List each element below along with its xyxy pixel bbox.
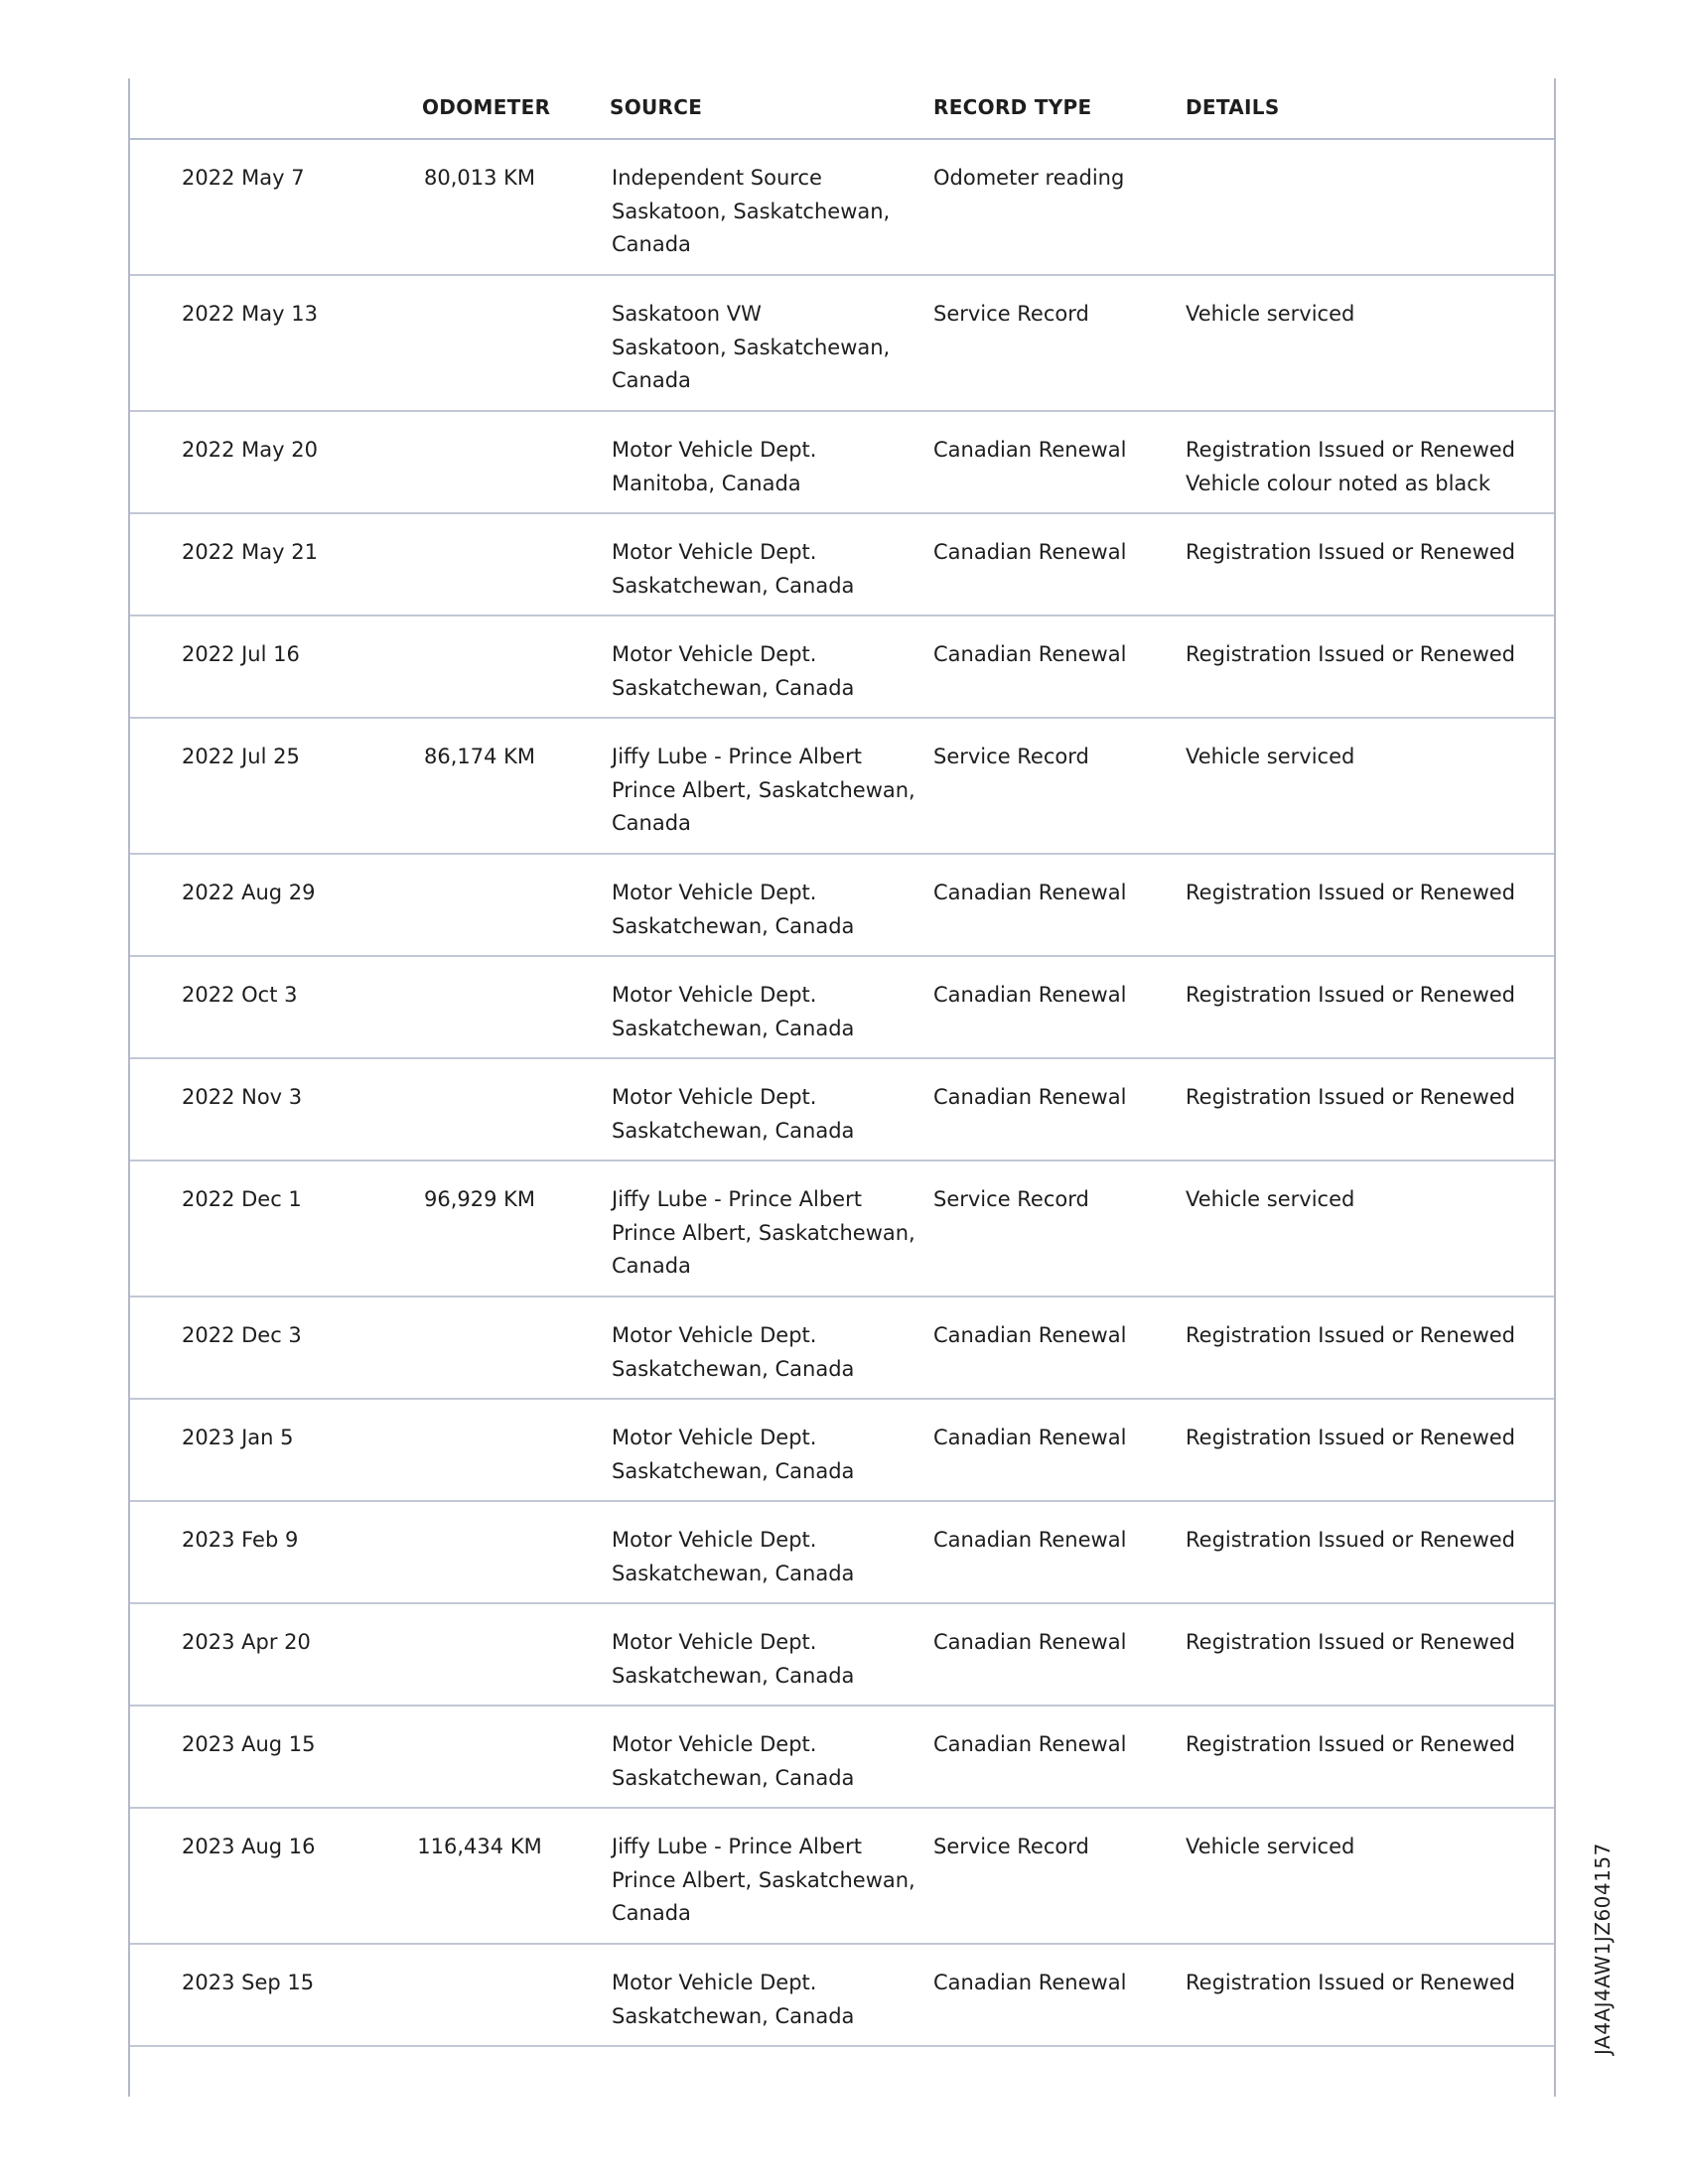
row-record-type: Service Record [933,1835,1089,1858]
row-date: 2022 May 20 [182,438,318,462]
source-line: Canada [612,1254,691,1278]
row-record-type: Canadian Renewal [933,983,1127,1007]
source-line: Saskatchewan, Canada [612,1118,855,1143]
source-line: Saskatchewan, Canada [612,573,855,598]
row-record-type: Canadian Renewal [933,1630,1127,1654]
table-row [130,276,1554,412]
row-date: 2022 May 7 [182,166,305,190]
header-source: SOURCE [610,95,703,119]
row-source [612,877,854,943]
source-line: Manitoba, Canada [612,471,801,495]
row-odometer: 80,013 KM [423,166,536,190]
row-details [1186,1081,1515,1115]
row-record-type: Canadian Renewal [933,642,1127,666]
row-date: 2022 Oct 3 [182,983,298,1007]
row-source [612,1728,854,1795]
row-details [1186,979,1515,1013]
row-date: 2022 Jul 16 [182,642,300,666]
table-row [130,1059,1554,1161]
details-line: Vehicle serviced [1186,302,1355,326]
table-row [130,1161,1554,1297]
source-line: Motor Vehicle Dept. [612,642,817,666]
row-odometer: 86,174 KM [423,745,536,768]
row-details [1186,1626,1515,1660]
row-record-type: Canadian Renewal [933,438,1127,462]
table-row [130,855,1554,957]
source-line: Canada [612,1901,691,1925]
row-date: 2023 Sep 15 [182,1971,315,1994]
row-odometer: 116,434 KM [417,1835,542,1858]
source-line: Jiffy Lube - Prince Albert [612,1835,862,1858]
table-row [130,1706,1554,1809]
row-date: 2022 May 21 [182,540,318,564]
source-line: Prince Albert, Saskatchewan, [612,1867,915,1892]
row-source [612,638,854,705]
details-line: Registration Issued or Renewed [1186,642,1516,666]
source-line: Motor Vehicle Dept. [612,983,817,1007]
source-line: Saskatchewan, Canada [612,1663,855,1688]
row-source [612,979,854,1045]
row-record-type: Canadian Renewal [933,1323,1127,1347]
table-header [130,78,1554,140]
source-line: Jiffy Lube - Prince Albert [612,1187,862,1211]
details-line: Vehicle serviced [1186,1187,1355,1211]
header-details: DETAILS [1186,95,1280,119]
row-record-type: Canadian Renewal [933,1732,1127,1756]
source-line: Saskatoon, Saskatchewan, [612,335,891,359]
details-line: Registration Issued or Renewed [1186,1630,1516,1654]
details-line: Registration Issued or Renewed [1186,1085,1516,1109]
row-details [1186,1728,1515,1762]
details-line: Registration Issued or Renewed [1186,1971,1516,1994]
row-source [612,434,816,500]
details-line: Registration Issued or Renewed [1186,1323,1516,1347]
row-date: 2022 Aug 29 [182,881,316,904]
row-date: 2023 Aug 16 [182,1835,316,1858]
source-line: Motor Vehicle Dept. [612,1528,817,1552]
source-line: Saskatchewan, Canada [612,913,855,938]
table-row [130,719,1554,855]
table-row [130,140,1554,276]
row-record-type: Service Record [933,302,1089,326]
row-date: 2022 May 13 [182,302,318,326]
table-row [130,1502,1554,1604]
row-date: 2023 Feb 9 [182,1528,299,1552]
row-odometer: 96,929 KM [423,1187,536,1211]
table-row [130,1297,1554,1400]
row-details [1186,298,1354,332]
row-source [612,298,890,398]
source-line: Motor Vehicle Dept. [612,1732,817,1756]
row-details [1186,1524,1515,1558]
details-line: Vehicle serviced [1186,1835,1355,1858]
details-line: Vehicle serviced [1186,745,1355,768]
row-date: 2023 Aug 15 [182,1732,316,1756]
source-line: Saskatchewan, Canada [612,1561,855,1585]
row-source [612,1626,854,1693]
row-source [612,1967,854,2033]
details-line: Registration Issued or Renewed [1186,438,1516,462]
source-line: Canada [612,368,691,392]
details-line: Registration Issued or Renewed [1186,983,1516,1007]
row-record-type: Canadian Renewal [933,1085,1127,1109]
row-details [1186,741,1354,774]
source-line: Saskatchewan, Canada [612,1016,855,1040]
row-date: 2022 Jul 25 [182,745,300,768]
table-row [130,514,1554,616]
vin-label: JA4AJ4AW1JZ604157 [1591,1843,1615,2055]
table-row [130,1400,1554,1502]
row-date: 2023 Apr 20 [182,1630,311,1654]
row-record-type: Service Record [933,1187,1089,1211]
row-record-type: Canadian Renewal [933,1426,1127,1449]
row-date: 2022 Dec 1 [182,1187,302,1211]
row-source [612,1183,915,1284]
table-row [130,1809,1554,1945]
source-line: Motor Vehicle Dept. [612,1323,817,1347]
source-line: Saskatchewan, Canada [612,1458,855,1483]
details-line: Registration Issued or Renewed [1186,1426,1516,1449]
details-line: Vehicle colour noted as black [1186,471,1491,495]
row-details [1186,1183,1354,1217]
source-line: Saskatchewan, Canada [612,1765,855,1790]
row-source [612,741,915,841]
source-line: Saskatoon, Saskatchewan, [612,199,891,223]
source-line: Prince Albert, Saskatchewan, [612,777,915,802]
source-line: Motor Vehicle Dept. [612,1971,817,1994]
row-record-type: Canadian Renewal [933,1971,1127,1994]
details-line: Registration Issued or Renewed [1186,540,1516,564]
source-line: Independent Source [612,166,822,190]
header-record-type: RECORD TYPE [933,95,1092,119]
details-line: Registration Issued or Renewed [1186,1732,1516,1756]
details-line: Registration Issued or Renewed [1186,1528,1516,1552]
row-details [1186,1967,1515,2000]
source-line: Saskatoon VW [612,302,762,326]
source-line: Motor Vehicle Dept. [612,540,817,564]
row-source [612,1081,854,1148]
row-record-type: Service Record [933,745,1089,768]
row-record-type: Canadian Renewal [933,881,1127,904]
row-details [1186,1319,1515,1353]
details-line: Registration Issued or Renewed [1186,881,1516,904]
source-line: Motor Vehicle Dept. [612,1085,817,1109]
source-line: Prince Albert, Saskatchewan, [612,1220,915,1245]
table-row [130,1604,1554,1706]
row-record-type: Canadian Renewal [933,540,1127,564]
header-odometer: ODOMETER [422,95,551,119]
source-line: Motor Vehicle Dept. [612,1426,817,1449]
source-line: Motor Vehicle Dept. [612,1630,817,1654]
source-line: Saskatchewan, Canada [612,1356,855,1381]
row-details [1186,1422,1515,1455]
table-row [130,412,1554,514]
source-line: Motor Vehicle Dept. [612,438,817,462]
source-line: Canada [612,232,691,256]
source-line: Canada [612,811,691,835]
row-details [1186,536,1515,570]
history-table [128,78,1556,2097]
row-record-type: Canadian Renewal [933,1528,1127,1552]
table-row [130,1945,1554,2047]
row-date: 2022 Dec 3 [182,1323,302,1347]
row-details [1186,877,1515,910]
row-details [1186,638,1515,672]
source-line: Motor Vehicle Dept. [612,881,817,904]
row-source [612,1524,854,1590]
row-date: 2023 Jan 5 [182,1426,294,1449]
source-line: Jiffy Lube - Prince Albert [612,745,862,768]
table-row [130,616,1554,719]
row-date: 2022 Nov 3 [182,1085,303,1109]
row-source [612,162,890,262]
table-row [130,957,1554,1059]
row-source [612,536,854,603]
row-details [1186,434,1515,500]
row-source [612,1831,915,1931]
row-record-type: Odometer reading [933,166,1125,190]
row-source [612,1319,854,1386]
source-line: Saskatchewan, Canada [612,675,855,700]
row-source [612,1422,854,1488]
row-details [1186,1831,1354,1864]
source-line: Saskatchewan, Canada [612,2003,855,2028]
